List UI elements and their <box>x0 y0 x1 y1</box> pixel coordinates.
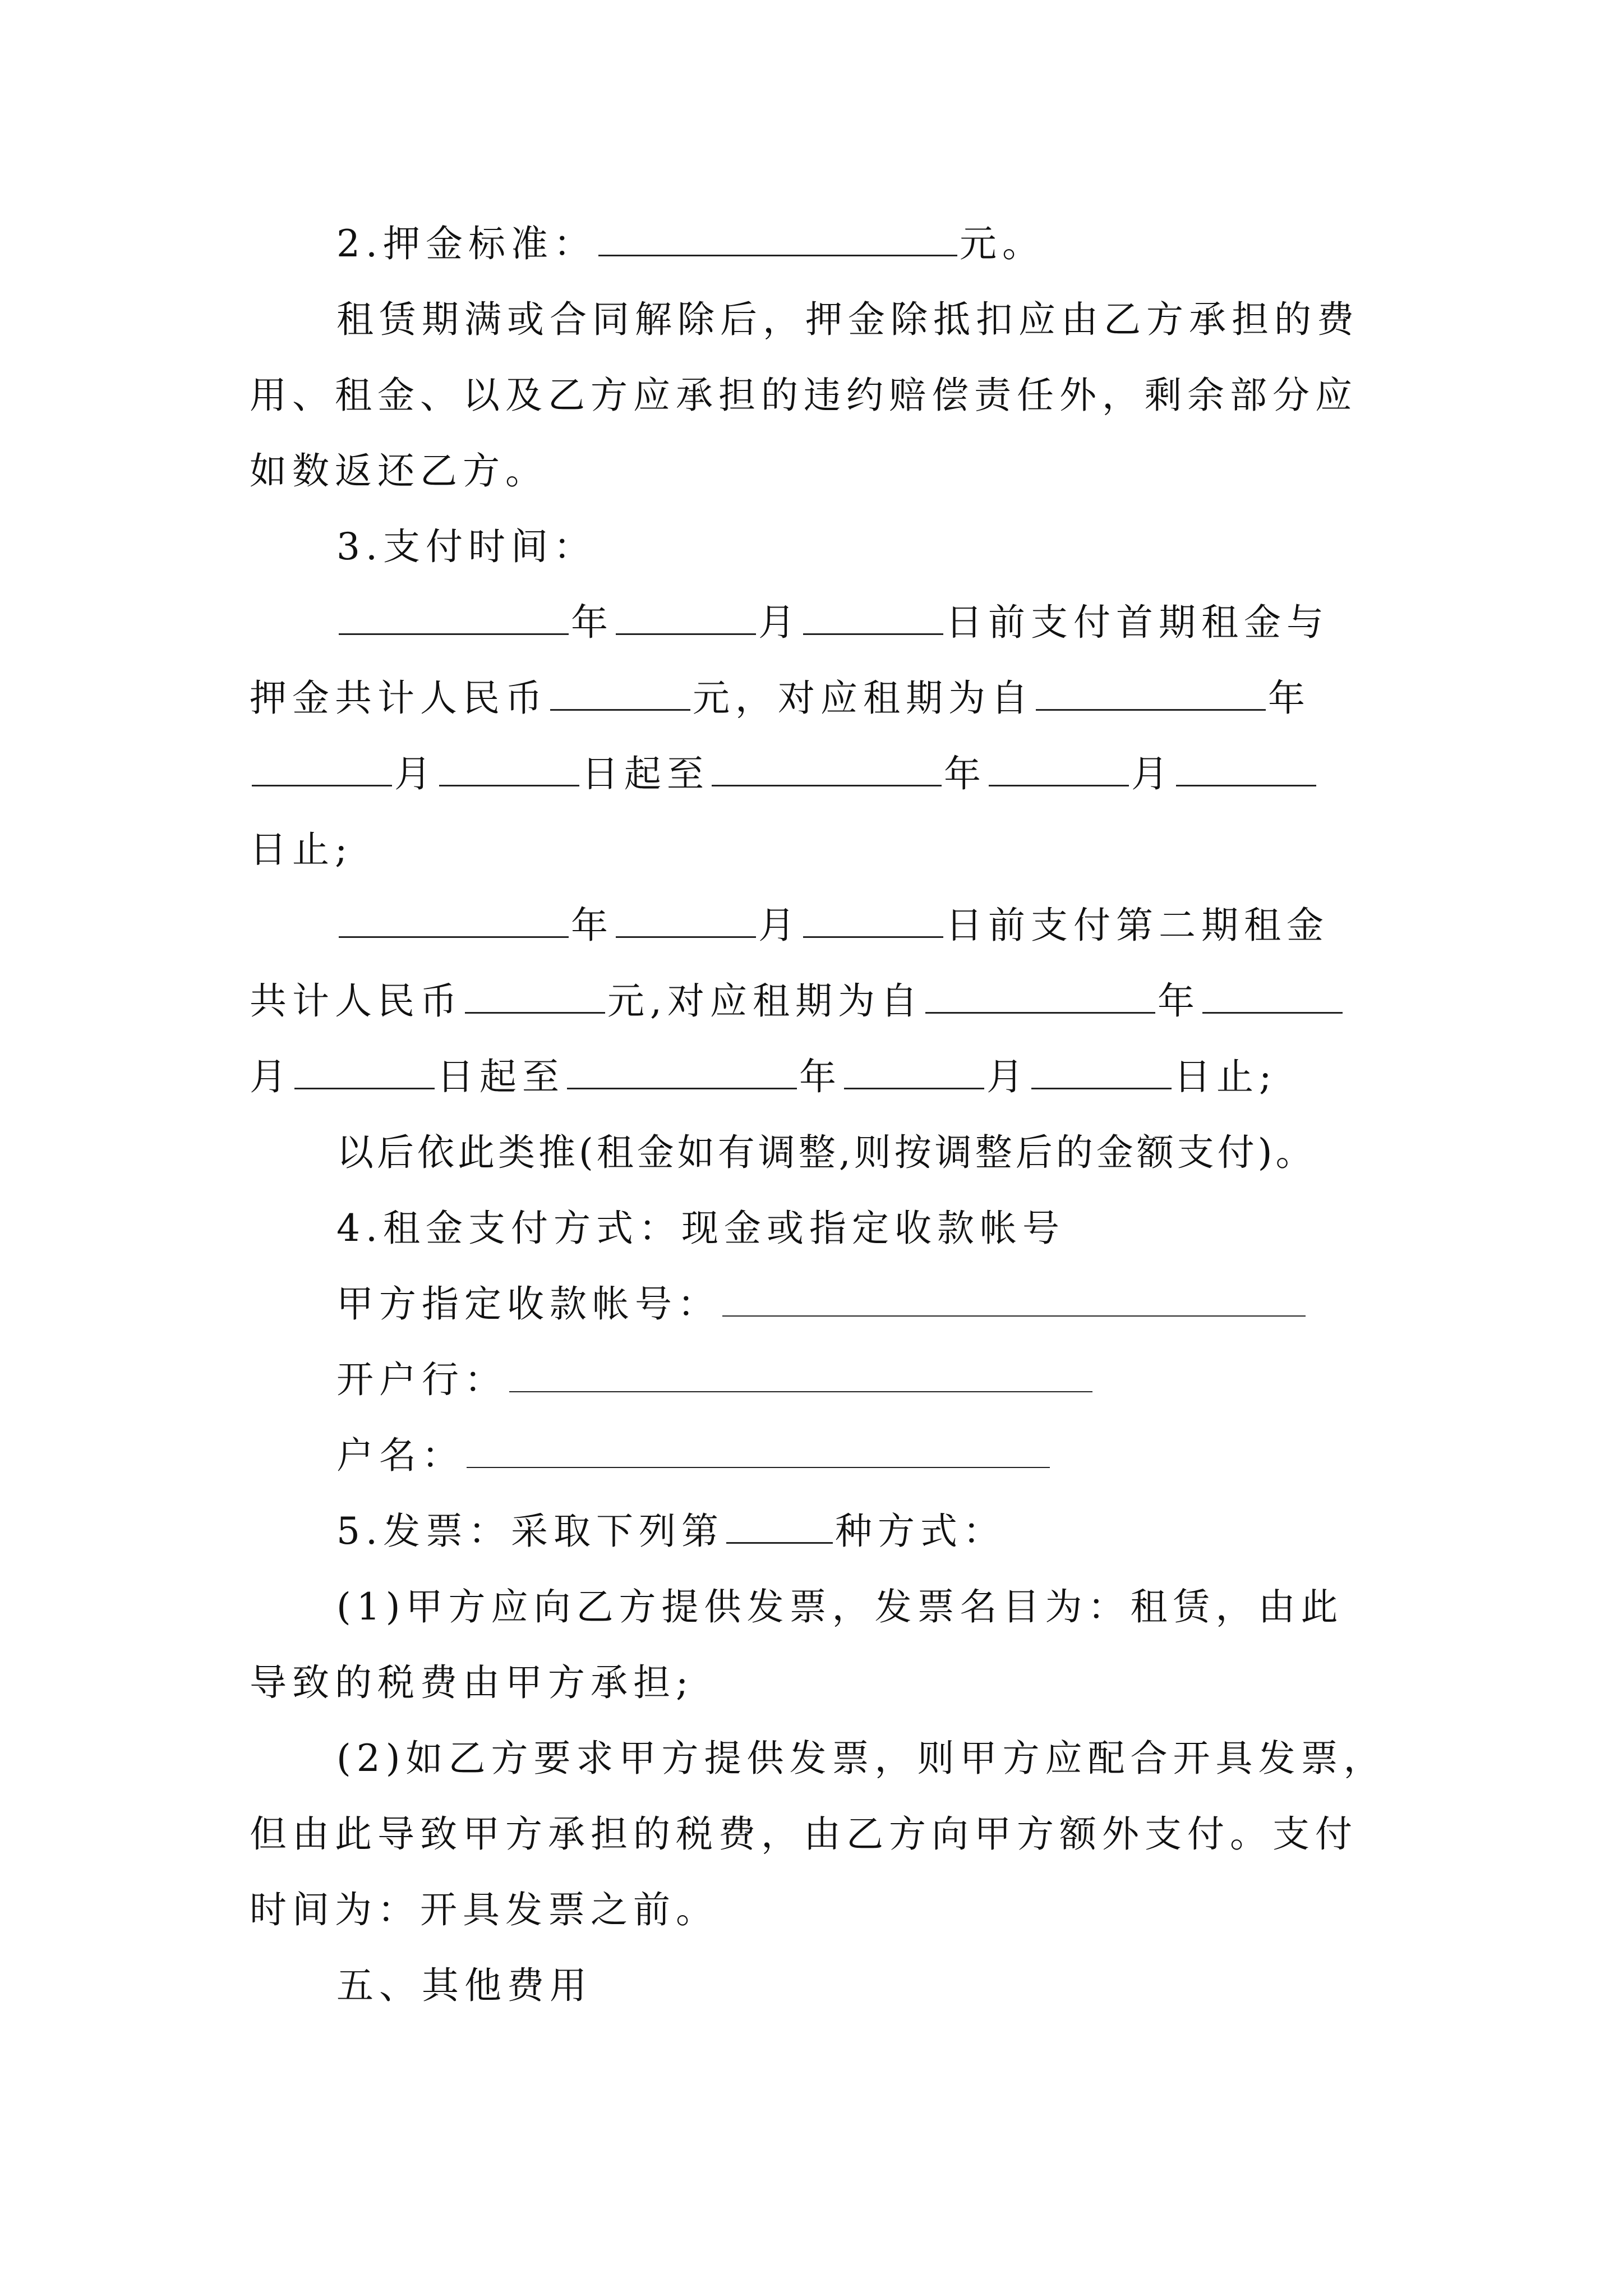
paragraph-line: 如数返还乙方。 <box>250 449 548 493</box>
bank-blank <box>509 1356 1092 1392</box>
invoice-text: 种方式： <box>834 1510 1006 1553</box>
year-label: 年 <box>571 904 614 947</box>
year-blank <box>712 750 942 786</box>
account-label: 甲方指定收款帐号： <box>336 1282 720 1326</box>
year-blank <box>925 977 1155 1014</box>
account-name-line <box>336 1428 1525 1484</box>
day-blank <box>439 750 579 786</box>
amount-blank <box>465 977 605 1014</box>
payment-text: 日起至 <box>437 1055 565 1098</box>
section-heading: 4.租金支付方式：现金或指定收款帐号 <box>336 1207 1065 1250</box>
paragraph-line: 租赁期满或合同解除后，押金除抵扣应由乙方承担的费 <box>336 298 1359 341</box>
payment-text: 押金共计人民币 <box>250 677 548 720</box>
payment-text: 元，对应租期为自 <box>693 677 1034 720</box>
year-label: 年 <box>1268 677 1311 720</box>
payment-text: 日前支付首期租金与 <box>946 601 1329 644</box>
paragraph-line: 时间为：开具发票之前。 <box>250 1888 718 1931</box>
paragraph-line: 但由此导致甲方承担的税费，由乙方向甲方额外支付。支付 <box>250 1812 1358 1856</box>
year-blank <box>339 901 569 938</box>
payment-line: 日止; <box>250 828 353 871</box>
account-line <box>336 1276 1525 1332</box>
month-label: 月 <box>250 1055 292 1098</box>
day-blank <box>803 901 943 938</box>
paragraph-line: 用、租金、以及乙方应承担的违约赔偿责任外，剩余部分应 <box>250 374 1358 417</box>
account-blank <box>722 1281 1306 1317</box>
payment-text: 共计人民币 <box>250 979 463 1023</box>
deposit-amount-blank <box>598 220 957 256</box>
year-label: 年 <box>1157 979 1200 1023</box>
month-blank <box>989 750 1129 786</box>
year-label: 年 <box>799 1055 842 1098</box>
day-blank <box>1031 1053 1172 1089</box>
paragraph-line: 导致的税费由甲方承担; <box>250 1661 694 1704</box>
payment-line <box>250 1049 1438 1105</box>
payment-line <box>250 973 1438 1029</box>
month-blank <box>844 1053 984 1089</box>
payment-text: 日止; <box>1174 1055 1278 1098</box>
section-heading: 五、其他费用 <box>336 1964 592 2007</box>
day-blank <box>294 1053 435 1089</box>
year-label: 年 <box>944 752 986 795</box>
payment-text: 日起至 <box>582 752 709 795</box>
section-heading: 3.支付时间： <box>336 525 596 568</box>
paragraph-line: (2)如乙方要求甲方提供发票，则甲方应配合开具发票， <box>336 1737 1386 1780</box>
month-label: 月 <box>1131 752 1174 795</box>
day-blank <box>1176 750 1316 786</box>
deposit-standard-label: 2.押金标准： <box>336 222 596 265</box>
payment-text: 日前支付第二期租金 <box>946 904 1329 947</box>
paragraph-line: 以后依此类推(租金如有调整,则按调整后的金额支付)。 <box>336 1131 1316 1174</box>
month-blank <box>252 750 392 786</box>
month-blank <box>616 599 756 635</box>
bank-label: 开户行： <box>336 1358 507 1401</box>
account-name-label: 户名： <box>336 1434 464 1477</box>
month-blank <box>616 901 756 938</box>
month-label: 月 <box>758 904 801 947</box>
month-blank <box>1202 977 1343 1014</box>
invoice-label: 5.发票：采取下列第 <box>336 1510 724 1553</box>
payment-line <box>336 898 1525 954</box>
amount-blank <box>550 674 690 711</box>
year-blank <box>567 1053 797 1089</box>
deposit-standard-line <box>336 216 1525 272</box>
payment-line <box>336 595 1525 651</box>
deposit-unit-text: 元。 <box>959 222 1045 265</box>
paragraph-line: (1)甲方应向乙方提供发票，发票名目为：租赁，由此 <box>336 1585 1344 1628</box>
year-label: 年 <box>571 601 614 644</box>
day-blank <box>803 599 943 635</box>
year-blank <box>339 599 569 635</box>
month-label: 月 <box>758 601 801 644</box>
payment-line <box>250 670 1438 726</box>
payment-line <box>250 746 1438 802</box>
month-label: 月 <box>394 752 437 795</box>
month-label: 月 <box>986 1055 1029 1098</box>
invoice-line <box>336 1503 1525 1559</box>
year-blank <box>1036 674 1266 711</box>
invoice-option-blank <box>726 1507 833 1544</box>
payment-text: 元,对应租期为自 <box>607 979 923 1023</box>
account-name-blank <box>467 1432 1050 1468</box>
bank-line <box>336 1352 1525 1408</box>
